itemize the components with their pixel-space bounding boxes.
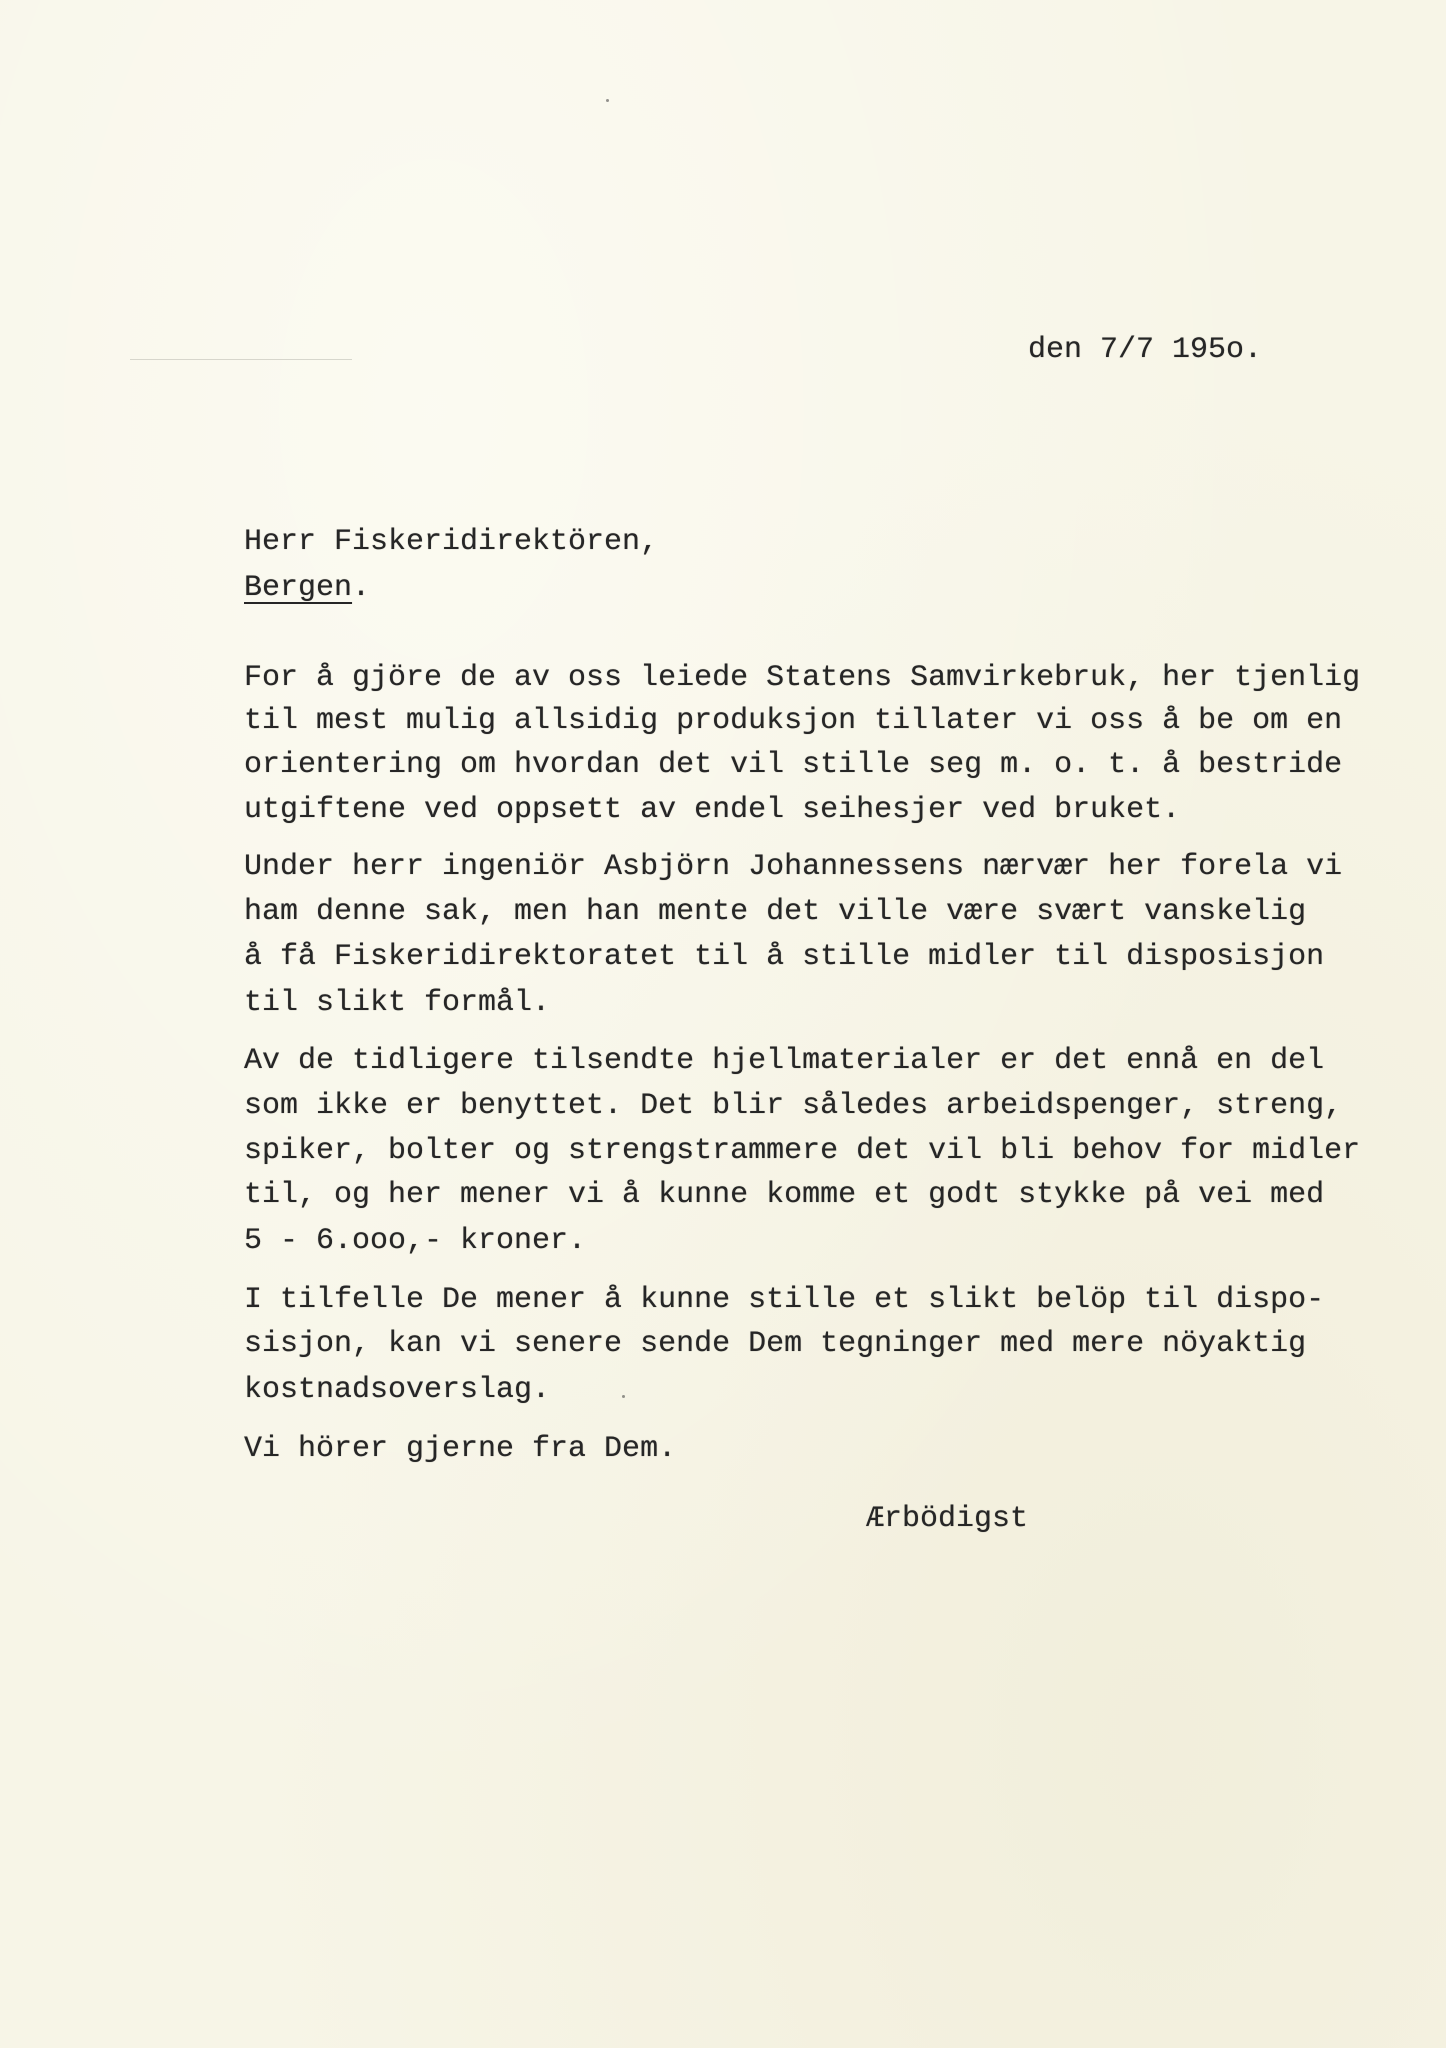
closing-line: Vi hörer gjerne fra Dem. (244, 1432, 677, 1466)
paper-speck (622, 1395, 625, 1398)
paragraph-3-line: Av de tidligere tilsendte hjellmaterialer er det ennå en del (244, 1044, 1325, 1078)
paragraph-2-line: til slikt formål. (244, 986, 551, 1020)
paragraph-2-line: ham denne sak, men han mente det ville være svært vanskelig (244, 895, 1307, 929)
paragraph-4-line: I tilfelle De mener å kunne stille et slikt belöp til dispo- (244, 1283, 1325, 1317)
paragraph-1-line: orientering om hvordan det vil stille seg m. o. t. å bestride (244, 748, 1343, 782)
recipient-name: Herr Fiskeridirektören, (244, 525, 659, 559)
paragraph-3-line: 5 - 6.ooo,- kroner. (244, 1224, 587, 1258)
recipient-city-suffix: . (352, 571, 371, 605)
recipient-city: Bergen (244, 571, 353, 605)
paragraph-3-line: til, og her mener vi å kunne komme et godt stykke på vei med (244, 1178, 1325, 1212)
paragraph-1-line: utgiftene ved oppsett av endel seihesjer ved bruket. (244, 793, 1181, 827)
paragraph-1-line: For å gjöre de av oss leiede Statens Samvirkebruk, her tjenlig (244, 661, 1361, 695)
paragraph-2-line: Under herr ingeniör Asbjörn Johannessens nærvær her forela vi (244, 850, 1343, 884)
recipient-city-line (244, 570, 370, 606)
paper-speck (606, 99, 609, 102)
paragraph-4-line: kostnadsoverslag. (244, 1373, 551, 1407)
paper-fold-mark (130, 359, 352, 360)
paragraph-1-line: til mest mulig allsidig produksjon tillater vi oss å be om en (244, 704, 1343, 738)
paragraph-2-line: å få Fiskeridirektoratet til å stille midler til disposisjon (244, 940, 1325, 974)
letter-date: den 7/7 195o. (1028, 333, 1263, 367)
paragraph-3-line: spiker, bolter og strengstrammere det vil bli behov for midler (244, 1134, 1361, 1168)
paragraph-4-line: sisjon, kan vi senere sende Dem tegninger med mere nöyaktig (244, 1327, 1307, 1361)
signoff: Ærbödigst (866, 1502, 1029, 1536)
paragraph-3-line: som ikke er benyttet. Det blir således arbeidspenger, streng, (244, 1089, 1343, 1123)
